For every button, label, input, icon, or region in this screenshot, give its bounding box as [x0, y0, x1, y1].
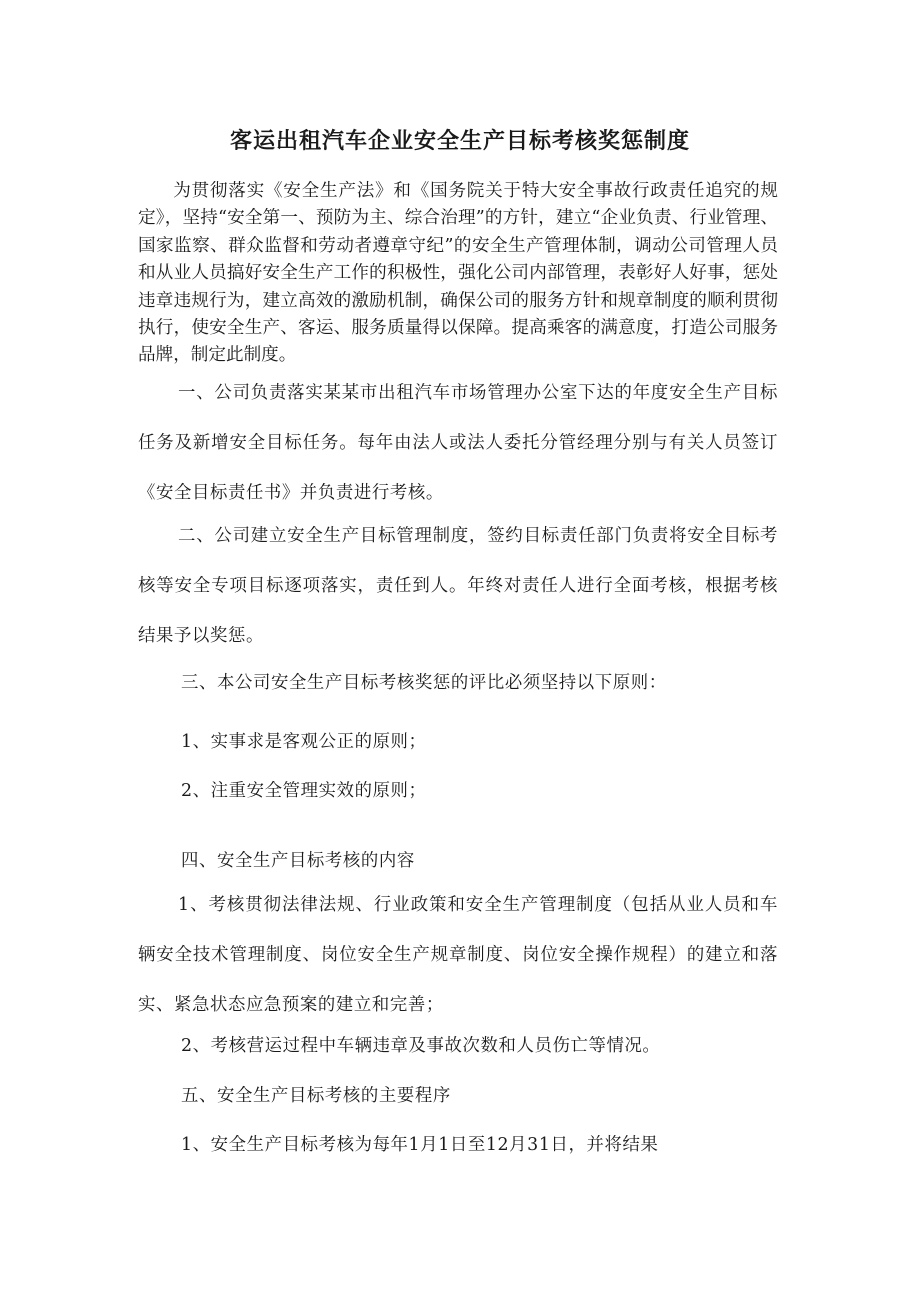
section-4-heading: 四、安全生产目标考核的内容	[181, 851, 415, 871]
section-3-heading: 三、本公司安全生产目标考核奖惩的评比必须坚持以下原则：	[181, 673, 667, 693]
document-title: 客运出租汽车企业安全生产目标考核奖惩制度	[229, 129, 690, 154]
section-4-item-2: 2、考核营运过程中车辆违章及事故次数和人员伤亡等情况。	[181, 1036, 661, 1056]
section-3-item-2: 2、注重安全管理实效的原则；	[181, 781, 427, 801]
section-1-paragraph: 一、公司负责落实某某市出租汽车市场管理办公室下达的年度安全生产目标任务及新增安全目标任务。每年由法人或法人委托分管经理分别与有关人员签订《安全目标责任书》并负责进行考核。	[138, 383, 778, 503]
section-5-heading: 五、安全生产目标考核的主要程序	[181, 1086, 451, 1106]
section-5-item-1: 1、安全生产目标考核为每年1月1日至12月31日，并将结果	[181, 1135, 659, 1155]
intro-paragraph: 为贯彻落实《安全生产法》和《国务院关于特大安全事故行政责任追究的规定》，坚持“安全第一、预防为主、综合治理”的方针，建立“企业负责、行业管理、国家监察、群众监督和劳动者遵章守纪”的安全生产管理体制，调动公司管理人员和从业人员搞好安全生产工作的积极性，强化公司内部管理，表彰好人好事，惩处违章违规行为，建立高效的激励机制，确保公司的服务方针和规章制度的顺利贯彻执行，使安全生产、客运、服务质量得以保障。提高乘客的满意度，打造公司服务品牌，制定此制度。	[138, 181, 778, 366]
section-4-item-1: 1、考核贯彻法律法规、行业政策和安全生产管理制度（包括从业人员和车辆安全技术管理制度、岗位安全生产规章制度、岗位安全操作规程）的建立和落实、紧急状态应急预案的建立和完善；	[138, 895, 778, 1015]
section-3-item-1: 1、实事求是客观公正的原则；	[181, 732, 427, 752]
section-2-paragraph: 二、公司建立安全生产目标管理制度，签约目标责任部门负责将安全目标考核等安全专项目标逐项落实，责任到人。年终对责任人进行全面考核，根据考核结果予以奖惩。	[138, 526, 778, 646]
